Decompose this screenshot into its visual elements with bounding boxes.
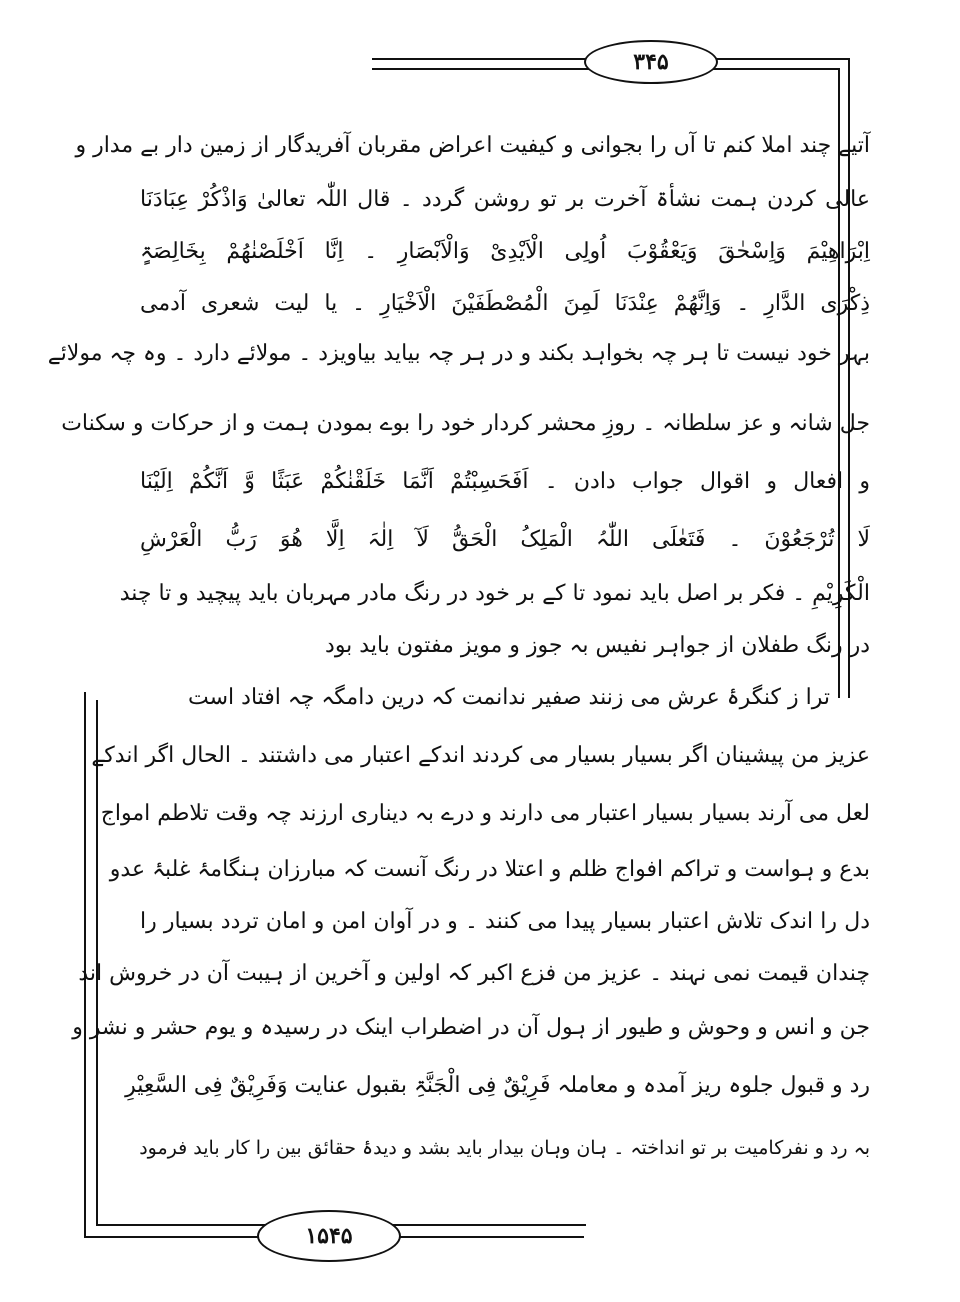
text-line: بہ رد و نفرکامیت بر تو انداختہ ۔ ہان وہان بیدار باید بشد و دیدۂ حقائق بین را کار باید فرمود bbox=[139, 1137, 870, 1159]
text-line: رد و قبول جلوہ ریز آمدہ و معاملہ فَرِیْقٌ فِی الْجَنَّۃِ بقبول عنایت وَفَرِیْقٌ فِی السَّعِیْرِ bbox=[125, 1073, 870, 1098]
text-line: آتیے چند املا کنم تا آں را بجوانی و کیفیت اعراض مقربان آفریدگار از زمین دار بے مدار و bbox=[75, 133, 870, 158]
text-line: عالی کردن ہمت نشأۃ آخرت بر تو روشن گردد ۔ قال اللّٰہ تعالیٰ وَاذْکُرْ عِبَادَنَا bbox=[140, 187, 870, 212]
text-line: لَا تُرْجَعُوْنَ ۔ فَتَعٰلَی اللّٰہُ الْمَلِکُ الْحَقُّ لَآ اِلٰہَ اِلَّا ھُوَ رَبُّ الْعَرْشِ bbox=[140, 527, 870, 552]
text-line: اِبْرَاھِیْمَ وَاِسْحٰقَ وَیَعْقُوْبَ اُولِی الْاَیْدِیْ وَالْاَبْصَارِ ۔ اِنَّا اَخْلَصْنٰھُمْ بِخَالِصَۃٍ bbox=[140, 239, 870, 264]
text-line: بدع و ہواست و تراکم افواج ظلم و اعتلا در رنگ آنست کہ مبارزان ہنگامۂ غلبۂ عدو bbox=[109, 857, 870, 882]
text-line: ذِکْرَی الدَّارِ ۔ وَاِنَّھُمْ عِنْدَنَا لَمِنَ الْمُصْطَفَیْنَ الْاَخْیَارِ ۔ یا لیت شعری آدمی bbox=[140, 291, 870, 316]
page-number-footer: ۱۵۴۵ bbox=[257, 1210, 401, 1262]
page-number-header: ۳۴۵ bbox=[584, 40, 718, 84]
text-line: و افعال و اقوال جواب دادن ۔ اَفَحَسِبْتُمْ اَنَّمَا خَلَقْنٰکُمْ عَبَثًا وَّ اَنَّکُمْ اِلَیْنَا bbox=[140, 469, 870, 494]
text-line: جل شانہ و عز سلطانہ ۔ روزِ محشر کردار خود را بوے بمودن ہمت و از حرکات و سکنات bbox=[61, 411, 870, 436]
text-line: جن و انس و وحوش و طیور از ہول آن در اضطراب اینک در رسیدہ و یوم حشر و نشر و bbox=[72, 1015, 870, 1040]
text-line: در رنگ طفلان از جواہر نفیس بہ جوز و مویز مفتون باید بود bbox=[325, 633, 870, 658]
text-line: دل را اندک تلاش اعتبار بسیار پیدا می کنند ۔ و در آوان امن و امان تردد بسیار را bbox=[140, 909, 870, 934]
verse-line: ترا ز کنگرۂ عرش می زنند صفیر ندانمت کہ درین دامگہ چہ افتاد است bbox=[188, 685, 830, 710]
text-line: عزیز من پیشینان اگر بسیار بسیار می کردند اندکے اعتبار می داشتند ۔ الحال اگر اندکے bbox=[91, 743, 870, 768]
text-line: بہر خود نیست تا ہر چہ بخواہد بکند و در ہر چہ بیاید بیاویزد ۔ مولائے دارد ۔ وہ چہ مولائے bbox=[47, 341, 870, 366]
text-line: لعل می آرند بسیار بسیار اعتبار می دارند و درے بہ دیناری ارزند چہ وقت تلاطم امواج bbox=[100, 801, 870, 826]
text-line: چندان قیمت نمی نہند ۔ عزیز من فزع اکبر کہ اولین و آخرین از ہیبت آن در خروش اند bbox=[78, 961, 870, 986]
text-line: الْکَرِیْمِ ۔ فکر بر اصل باید نمود تا کے بر خود در رنگ مادر مہربان باید پیچید و تا چند bbox=[119, 581, 870, 606]
